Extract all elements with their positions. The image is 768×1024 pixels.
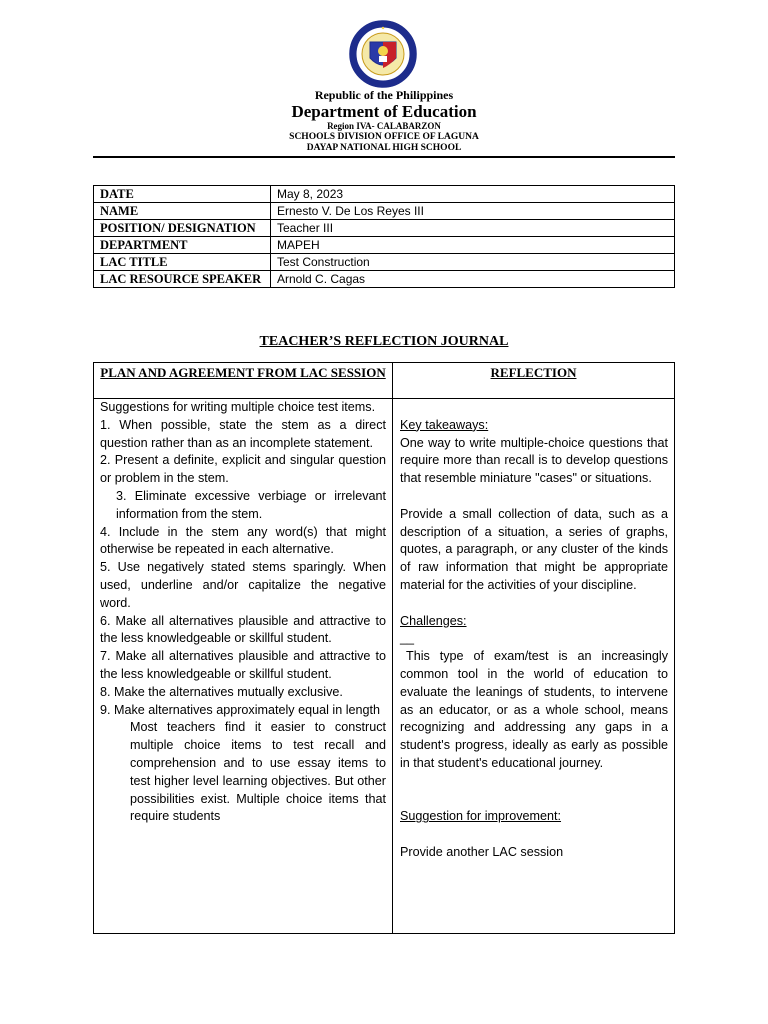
info-value: Teacher III [271, 220, 675, 237]
info-row-speaker [94, 271, 675, 288]
info-row-name [94, 203, 675, 220]
region-line: Region IVA- CALABARZON [327, 121, 441, 131]
plan-item: 5. Use negatively stated stems sparingly. When used, underline and/or capitalize the negative word. [100, 560, 386, 610]
plan-item: 7. Make all alternatives plausible and attractive to the less knowledgeable or skillful student. [100, 649, 386, 681]
plan-item: Suggestions for writing multiple choice test items. [100, 400, 376, 414]
info-value: Ernesto V. De Los Reyes III [271, 203, 675, 220]
plan-item: 1. When possible, state the stem as a direct question rather than as an incomplete statement. [100, 417, 386, 450]
info-label: LAC TITLE [94, 254, 271, 271]
info-table [93, 185, 675, 288]
journal-title: TEACHER’S REFLECTION JOURNAL [259, 334, 509, 349]
info-row-lac-title [94, 254, 675, 271]
plan-item: 6. Make all alternatives plausible and attractive to the less knowledgeable or skillful student. [100, 613, 386, 646]
plan-item: 2. Present a definite, explicit and singular question or problem in the stem. [100, 453, 386, 486]
challenges-paragraph: This type of exam/test is an increasingly common tool in the world of education to evaluate the leanings of students, to intervene as an educator, or as a whole school, means recognizing and addressing any gaps in a student's progress, ideally as early as possible in that student's educational journey. [400, 649, 668, 770]
challenges-mark: __ [400, 631, 415, 646]
reflection-table [93, 362, 675, 934]
republic-line: Republic of the Philippines [314, 88, 454, 102]
plan-column-header: PLAN AND AGREEMENT FROM LAC SESSION [94, 363, 393, 399]
info-row-position [94, 220, 675, 237]
takeaways-label: Key takeaways: [400, 417, 489, 432]
info-label: NAME [94, 203, 271, 220]
reflection-column-header: REFLECTION [393, 363, 675, 399]
challenges-label: Challenges: [400, 613, 467, 628]
takeaways-paragraph: One way to write multiple-choice questions that require more than recall is to develop questions that resemble miniature "cases" or situations. [400, 435, 668, 486]
info-value: May 8, 2023 [271, 186, 675, 203]
division-line: SCHOOLS DIVISION OFFICE OF LAGUNA [289, 132, 479, 142]
info-label: LAC RESOURCE SPEAKER [94, 271, 271, 288]
info-label: POSITION/ DESIGNATION [94, 220, 271, 237]
takeaways-paragraph: Provide a small collection of data, such as a description of a situation, a series of graphs, quotes, a paragraph, or any cluster of the kinds of raw information that might be appropriate material for the activities of your discipline. [400, 506, 668, 592]
plan-cell [94, 399, 393, 934]
info-label: DEPARTMENT [94, 237, 271, 254]
plan-item: 8. Make the alternatives mutually exclusive. [100, 684, 343, 699]
reflection-body-row [94, 399, 675, 934]
plan-item: 3. Eliminate excessive verbiage or irrelevant information from the stem. [116, 488, 386, 521]
suggestion-label: Suggestion for improvement: [400, 809, 562, 824]
plan-item: 9. Make alternatives approximately equal in length [100, 702, 381, 717]
school-line: DAYAP NATIONAL HIGH SCHOOL [306, 143, 462, 153]
info-row-date [94, 186, 675, 203]
deped-seal-logo [346, 20, 420, 88]
reflection-header-row [94, 363, 675, 399]
info-row-department [94, 237, 675, 254]
header-divider [93, 156, 675, 158]
plan-item: 4. Include in the stem any word(s) that might otherwise be repeated in each alternative. [100, 524, 386, 557]
suggestion-text: Provide another LAC session [400, 844, 564, 859]
info-value: Test Construction [271, 254, 675, 271]
info-label: DATE [94, 186, 271, 203]
info-value: Arnold C. Cagas [271, 271, 675, 288]
department-title: Department of Education [291, 102, 477, 121]
plan-paragraph: Most teachers find it easier to construct multiple choice items to test recall and comprehension and to use essay items to test higher level learning objectives. But other possibilities exist. Multiple choice items that require students [130, 720, 386, 824]
info-value: MAPEH [271, 237, 675, 254]
reflection-cell [393, 399, 675, 934]
